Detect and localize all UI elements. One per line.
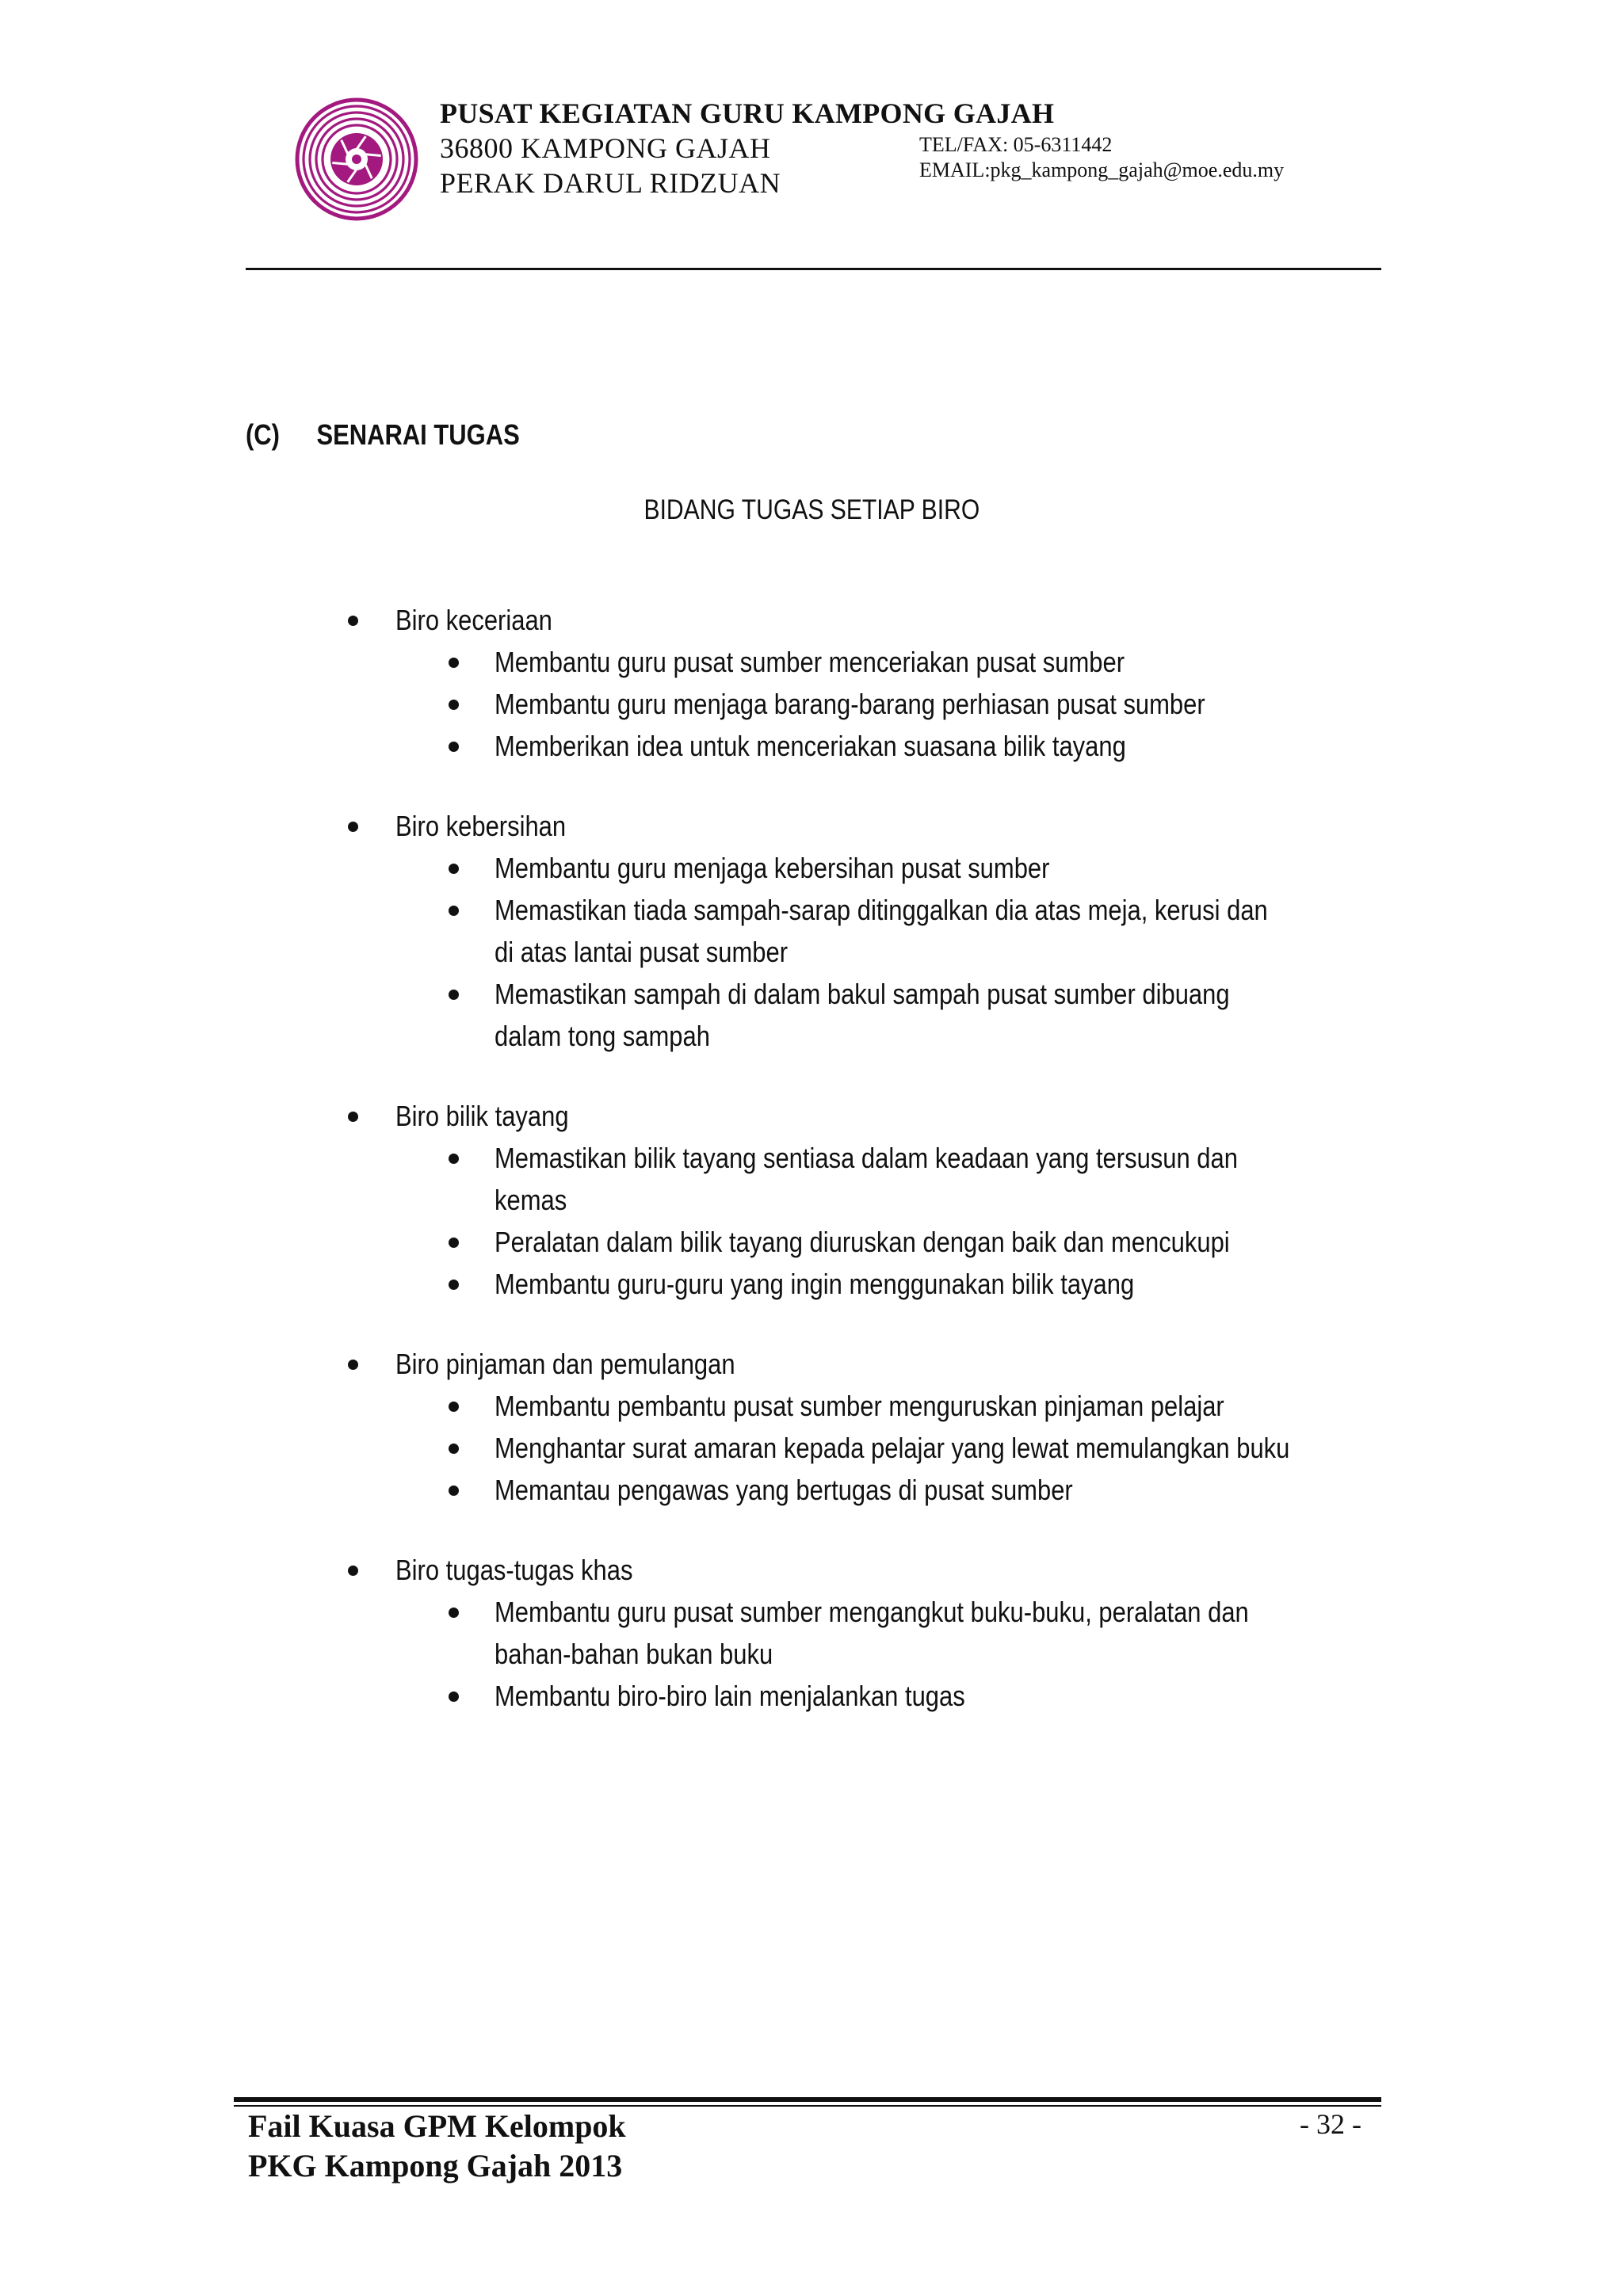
section-title	[246, 418, 520, 452]
header-divider	[246, 268, 1381, 270]
footer-divider-thick	[234, 2097, 1381, 2102]
task-text: di atas lantai pusat sumber	[495, 936, 789, 968]
section-subtitle-text: BIDANG TUGAS SETIAP BIRO	[643, 494, 980, 525]
bullet-icon	[449, 1280, 459, 1290]
section-title-text: SENARAI TUGAS	[316, 418, 520, 451]
task-text: Membantu guru pusat sumber menceriakan pusat sumber	[495, 646, 1125, 678]
task-text: Memastikan tiada sampah-sarap ditinggalkan dia atas meja, kerusi dan	[495, 894, 1268, 926]
bullet-icon	[348, 1112, 358, 1122]
task-text: Peralatan dalam bilik tayang diuruskan dengan baik dan mencukupi	[495, 1226, 1230, 1258]
task-text: kemas	[495, 1184, 567, 1216]
task-text: bahan-bahan bukan buku	[495, 1638, 773, 1670]
address-line-1: 36800 KAMPONG GAJAH	[440, 132, 771, 164]
task-text: Memastikan bilik tayang sentiasa dalam keadaan yang tersusun dan	[495, 1142, 1238, 1174]
bullet-icon	[348, 1360, 358, 1370]
footer-divider-thin	[234, 2105, 1381, 2107]
task-text: Membantu pembantu pusat sumber menguruskan pinjaman pelajar	[495, 1390, 1224, 1422]
bullet-icon	[449, 1691, 459, 1702]
biro-name: Biro kebersihan	[395, 810, 567, 842]
address-line-2: PERAK DARUL RIDZUAN	[440, 167, 781, 199]
section-label: (C)	[246, 418, 280, 451]
bullet-icon	[449, 1402, 459, 1412]
biro-name: Biro bilik tayang	[395, 1100, 569, 1132]
biro-name: Biro keceriaan	[395, 604, 552, 636]
footer-line-2: PKG Kampong Gajah 2013	[248, 2148, 623, 2183]
task-text: Membantu guru pusat sumber mengangkut buku-buku, peralatan dan	[495, 1596, 1249, 1628]
bullet-icon	[449, 1608, 459, 1618]
org-name: PUSAT KEGIATAN GURU KAMPONG GAJAH	[440, 97, 1055, 129]
task-text: Membantu guru-guru yang ingin menggunakan bilik tayang	[495, 1268, 1135, 1300]
tel-fax: TEL/FAX: 05-6311442	[919, 133, 1113, 156]
task-text: dalam tong sampah	[495, 1020, 710, 1052]
bullet-icon	[449, 1238, 459, 1248]
task-text: Membantu biro-biro lain menjalankan tugas	[495, 1680, 965, 1712]
bullet-icon	[449, 658, 459, 668]
bullet-icon	[449, 742, 459, 752]
bullet-icon	[348, 822, 358, 832]
task-text: Menghantar surat amaran kepada pelajar yang lewat memulangkan buku	[495, 1432, 1290, 1464]
bullet-icon	[449, 906, 459, 916]
section-subtitle	[0, 494, 1623, 526]
bullet-icon	[348, 616, 358, 626]
bullet-icon	[449, 1444, 459, 1454]
task-text: Memastikan sampah di dalam bakul sampah pusat sumber dibuang	[495, 978, 1230, 1010]
bullet-icon	[449, 1154, 459, 1164]
bullet-icon	[449, 700, 459, 710]
bullet-icon	[449, 1486, 459, 1496]
footer-line-1: Fail Kuasa GPM Kelompok	[248, 2108, 626, 2144]
task-text: Membantu guru menjaga barang-barang perhiasan pusat sumber	[495, 688, 1205, 720]
biro-name: Biro tugas-tugas khas	[395, 1554, 633, 1586]
bullet-icon	[348, 1566, 358, 1576]
bullet-icon	[449, 990, 459, 1000]
biro-name: Biro pinjaman dan pemulangan	[395, 1348, 735, 1380]
task-text: Memberikan idea untuk menceriakan suasana bilik tayang	[495, 730, 1126, 762]
pkg-logo-icon	[295, 97, 418, 221]
page-number: - 32 -	[1300, 2108, 1361, 2140]
bullet-icon	[449, 864, 459, 874]
email-address: EMAIL:pkg_kampong_gajah@moe.edu.my	[919, 158, 1285, 181]
task-text: Membantu guru menjaga kebersihan pusat sumber	[495, 852, 1050, 884]
task-text: Memantau pengawas yang bertugas di pusat sumber	[495, 1474, 1073, 1506]
